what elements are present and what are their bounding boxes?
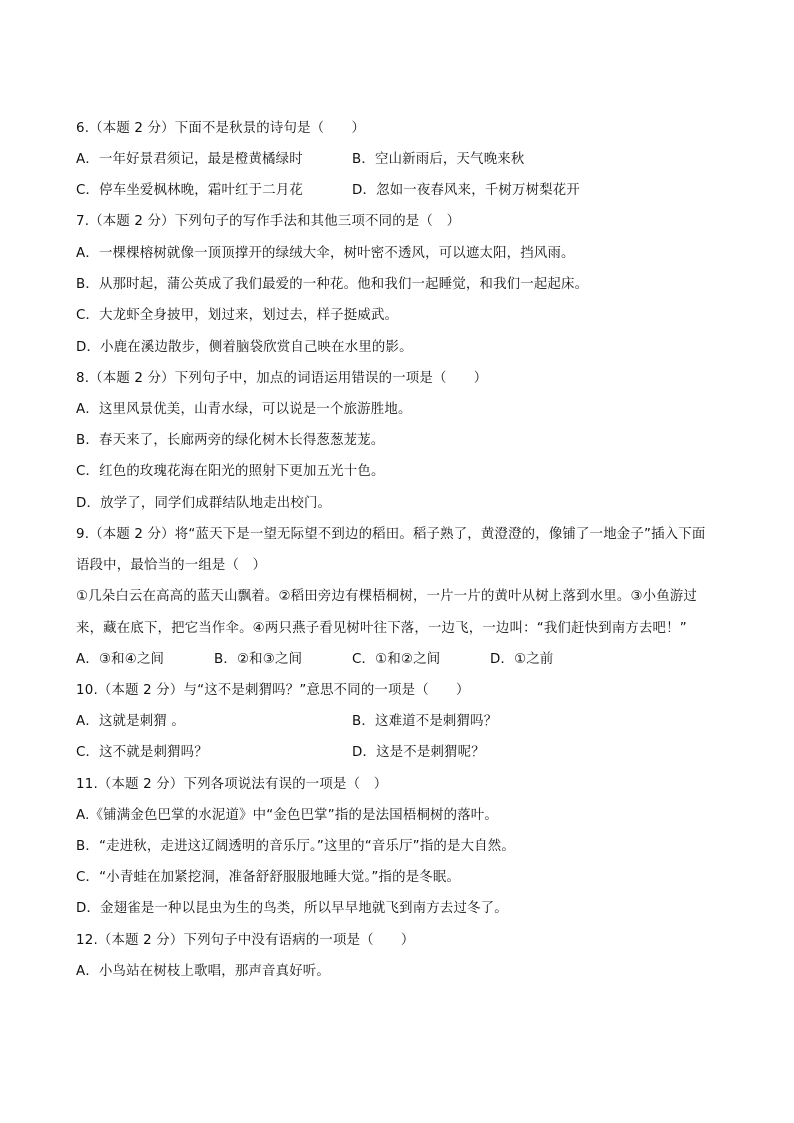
question-8-option-b: B．春天来了，长廊两旁的绿化树木长得葱葱茏茏。	[76, 433, 385, 448]
question-10-stem: 10.（本题 2 分）与“这不是刺猬吗？”意思不同的一项是（ ）	[76, 683, 470, 698]
question-9-option-d: D．①之前	[490, 652, 554, 667]
question-11-option-c: C．“小青蛙在加紧挖洞，准备舒舒服服地睡大觉。”指的是冬眠。	[76, 870, 461, 885]
question-9-option-c: C．①和②之间	[352, 652, 441, 667]
question-12-option-a: A．小鸟站在树枝上歌唱，那声音真好听。	[76, 964, 330, 979]
question-7-option-a: A．一棵棵榕树就像一顶顶撑开的绿绒大伞，树叶密不透风，可以遮太阳，挡风雨。	[76, 246, 575, 261]
question-11-stem: 11.（本题 2 分）下列各项说法有误的一项是（ ）	[76, 777, 388, 792]
question-12-stem: 12.（本题 2 分）下列句子中没有语病的一项是（ ）	[76, 933, 415, 948]
question-6-option-d: D．忽如一夜春风来，千树万树梨花开	[352, 183, 580, 198]
question-10-option-c: C．这不就是刺猬吗？	[76, 745, 208, 760]
question-7-option-d: D．小鹿在溪边散步，侧着脑袋欣赏自己映在水里的影。	[76, 340, 413, 355]
question-10-option-b: B．这难道不是刺猬吗？	[352, 714, 498, 729]
question-9-passage-line1: ①几朵白云在高高的蓝天山飘着。②稻田旁边有棵梧桐树，一片一片的黄叶从树上落到水里。③小鱼游过	[76, 589, 698, 604]
question-9-option-a: A．③和④之间	[76, 652, 165, 667]
question-6-option-c: C．停车坐爱枫林晚，霜叶红于二月花	[76, 183, 303, 198]
question-7-stem: 7.（本题 2 分）下列句子的写作手法和其他三项不同的是（ ）	[76, 214, 461, 229]
question-9-stem-line2: 语段中，最恰当的一组是（ ）	[76, 558, 267, 573]
question-8-option-d: D．放学了，同学们成群结队地走出校门。	[76, 496, 332, 511]
question-7-option-c: C．大龙虾全身披甲，划过来，划过去，样子挺威武。	[76, 308, 399, 323]
question-11-option-b: B．“走进秋，走进这辽阔透明的音乐厅。”这里的“音乐厅”指的是大自然。	[76, 839, 515, 854]
question-6-stem: 6.（本题 2 分）下面不是秋景的诗句是（ ）	[76, 121, 366, 136]
question-10-option-d: D．这是不是刺猬呢？	[352, 745, 485, 760]
question-6-option-b: B．空山新雨后，天气晚来秋	[352, 152, 525, 167]
question-8-option-a: A．这里风景优美，山青水绿，可以说是一个旅游胜地。	[76, 402, 412, 417]
question-9-stem-line1: 9.（本题 2 分）将“蓝天下是一望无际望不到边的稻田。稻子熟了，黄澄澄的，像铺了一地金子”插入下面	[76, 527, 706, 542]
question-7-option-b: B．从那时起，蒲公英成了我们最爱的一种花。他和我们一起睡觉，和我们一起起床。	[76, 277, 589, 292]
question-8-stem: 8.（本题 2 分）下列句子中，加点的词语运用错误的一项是（ ）	[76, 371, 488, 386]
question-11-option-a: A.《铺满金色巴掌的水泥道》中“金色巴掌”指的是法国梧桐树的落叶。	[76, 808, 498, 823]
question-8-option-c: C．红色的玫瑰花海在阳光的照射下更加五光十色。	[76, 464, 385, 479]
question-9-passage-line2: 来，藏在底下，把它当作伞。④两只燕子看见树叶往下落，一边飞，一边叫：“我们赶快到南方去吧！”	[76, 621, 687, 636]
question-6-option-a: A．一年好景君须记，最是橙黄橘绿时	[76, 152, 303, 167]
question-9-option-b: B．②和③之间	[214, 652, 303, 667]
question-10-option-a: A．这就是刺猬 。	[76, 714, 185, 729]
question-11-option-d: D．金翅雀是一种以昆虫为生的鸟类，所以早早地就飞到南方去过冬了。	[76, 901, 508, 916]
